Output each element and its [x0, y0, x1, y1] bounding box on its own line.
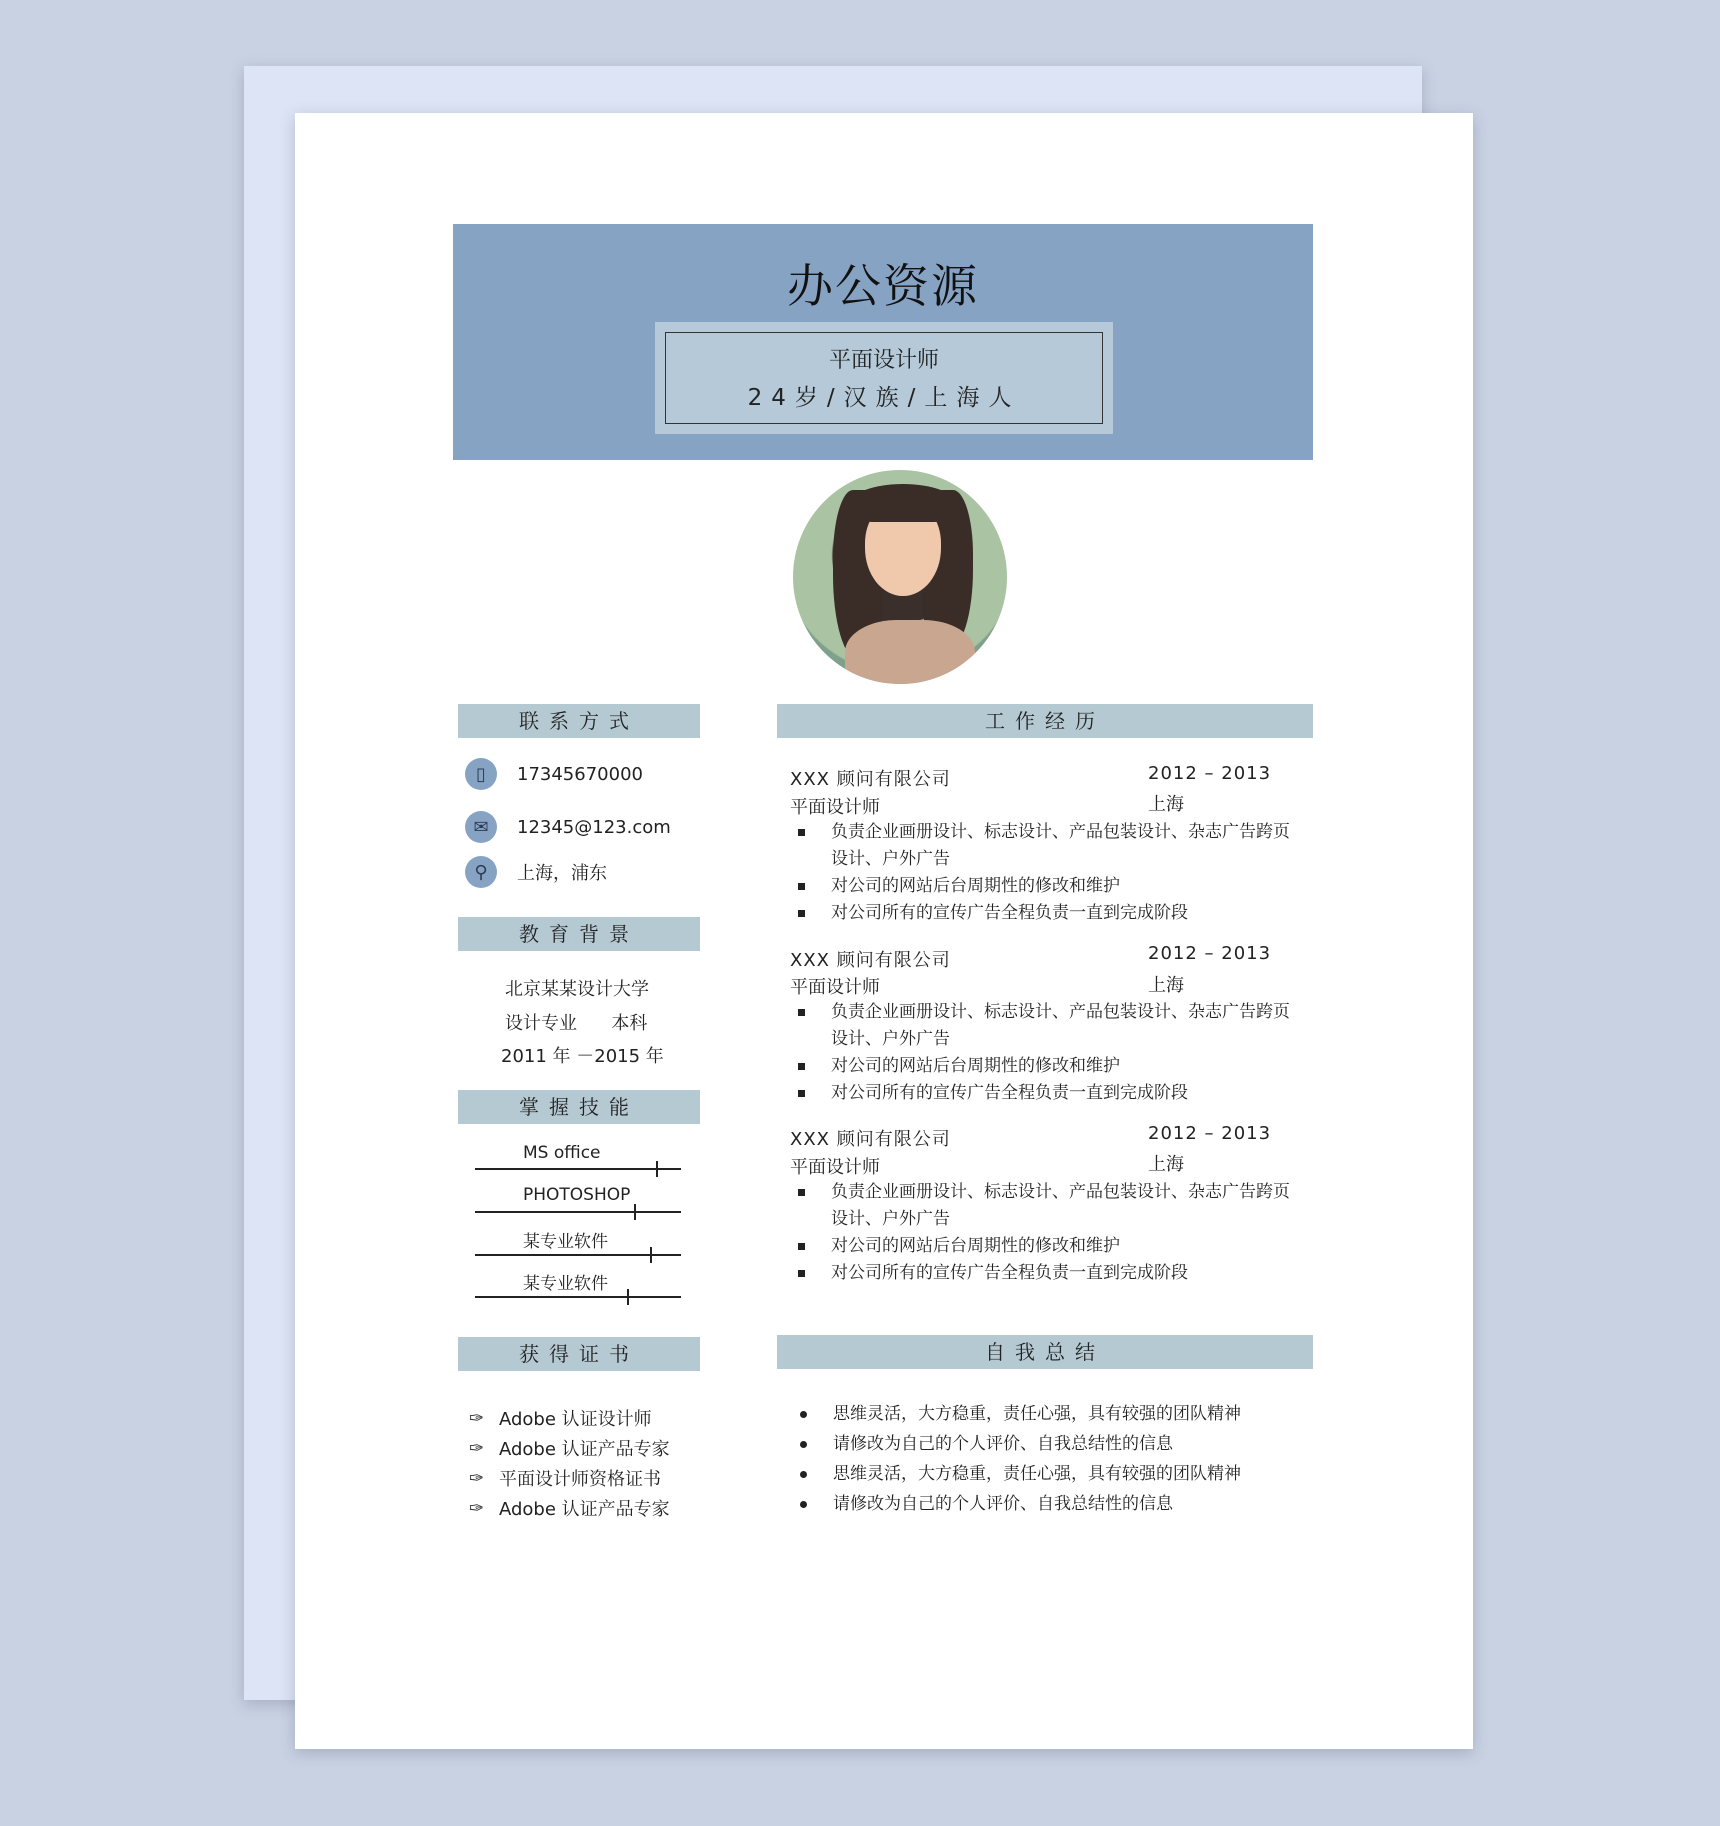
certificate-text: Adobe 认证产品专家	[499, 1499, 670, 1520]
duty-item: 对公司所有的宣传广告全程负责一直到完成阶段	[790, 1080, 1290, 1107]
job-period: 2012 – 2013	[1148, 763, 1272, 784]
summary-item: 思维灵活，大方稳重，责任心强，具有较强的团队精神	[790, 1459, 1310, 1489]
certificate-text: Adobe 认证设计师	[499, 1409, 652, 1430]
certificate-text: 平面设计师资格证书	[499, 1469, 661, 1490]
skill-level-marker	[627, 1289, 629, 1305]
contact-address	[465, 855, 607, 889]
certificate-item	[469, 1405, 652, 1431]
skill-bar	[475, 1296, 681, 1298]
skill-level-marker	[650, 1247, 652, 1263]
mail-icon: ✉	[465, 811, 497, 843]
certificate-text: Adobe 认证产品专家	[499, 1439, 670, 1460]
section-contact: 联系方式	[458, 704, 700, 738]
job-title: 平面设计师	[828, 348, 939, 373]
job-duties	[790, 1179, 1290, 1287]
certificate-item	[469, 1465, 661, 1491]
avatar-shoulders	[845, 620, 975, 684]
job-role: 平面设计师	[790, 1157, 880, 1178]
education-period: 2011 年 －2015 年	[501, 1046, 664, 1067]
pen-icon: ✑	[469, 1407, 485, 1429]
skill-bar	[475, 1211, 681, 1213]
summary-item: 思维灵活，大方稳重，责任心强，具有较强的团队精神	[790, 1399, 1310, 1429]
skill-level-marker	[656, 1161, 658, 1177]
job-city: 上海	[1148, 1154, 1184, 1175]
info-box-border	[665, 332, 1103, 424]
section-skills: 掌握技能	[458, 1090, 700, 1124]
certificate-item	[469, 1495, 670, 1521]
contact-phone	[465, 757, 643, 791]
job-role: 平面设计师	[790, 797, 880, 818]
job-period: 2012 – 2013	[1148, 1123, 1272, 1144]
section-summary: 自我总结	[777, 1335, 1313, 1369]
resume-header	[453, 224, 1313, 460]
education-school: 北京某某设计大学	[505, 979, 649, 1000]
phone-text: 17345670000	[517, 763, 643, 785]
job-role: 平面设计师	[790, 977, 880, 998]
duty-item: 对公司所有的宣传广告全程负责一直到完成阶段	[790, 900, 1290, 927]
skill-bar	[475, 1168, 681, 1170]
job-duties	[790, 999, 1290, 1107]
duty-item: 对公司所有的宣传广告全程负责一直到完成阶段	[790, 1260, 1290, 1287]
resume-name: 办公资源	[787, 259, 979, 313]
pen-icon: ✑	[469, 1497, 485, 1519]
pen-icon: ✑	[469, 1467, 485, 1489]
duty-item: 对公司的网站后台周期性的修改和维护	[790, 1053, 1290, 1080]
job-company: XXX 顾问有限公司	[790, 769, 951, 790]
job-city: 上海	[1148, 975, 1184, 996]
section-certificates: 获得证书	[458, 1337, 700, 1371]
job-company: XXX 顾问有限公司	[790, 950, 951, 971]
education-major: 设计专业 本科	[505, 1013, 648, 1034]
pen-icon: ✑	[469, 1437, 485, 1459]
duty-item: 对公司的网站后台周期性的修改和维护	[790, 1233, 1290, 1260]
skill-label: PHOTOSHOP	[523, 1185, 631, 1205]
summary-list	[790, 1399, 1310, 1519]
skill-label: MS office	[523, 1143, 601, 1163]
avatar	[793, 470, 1007, 684]
skill-bar	[475, 1254, 681, 1256]
summary-item: 请修改为自己的个人评价、自我总结性的信息	[790, 1429, 1310, 1459]
skill-label: 某专业软件	[523, 1232, 608, 1252]
personal-meta: 24岁/汉族/上海人	[747, 385, 1021, 411]
info-box	[655, 322, 1113, 434]
avatar-hair-top	[851, 484, 955, 522]
section-education: 教育背景	[458, 917, 700, 951]
contact-email	[465, 810, 671, 844]
job-period: 2012 – 2013	[1148, 943, 1272, 964]
duty-item: 对公司的网站后台周期性的修改和维护	[790, 873, 1290, 900]
certificate-item	[469, 1435, 670, 1461]
job-duties	[790, 819, 1290, 927]
phone-icon: ▯	[465, 758, 497, 790]
section-work: 工作经历	[777, 704, 1313, 738]
resume-page	[295, 113, 1473, 1749]
email-text: 12345@123.com	[517, 816, 671, 838]
skill-level-marker	[634, 1204, 636, 1220]
summary-item: 请修改为自己的个人评价、自我总结性的信息	[790, 1489, 1310, 1519]
location-pin-icon: ⚲	[465, 856, 497, 888]
job-company: XXX 顾问有限公司	[790, 1129, 951, 1150]
duty-item: 负责企业画册设计、标志设计、产品包装设计、杂志广告跨页设计、户外广告	[790, 999, 1290, 1053]
duty-item: 负责企业画册设计、标志设计、产品包装设计、杂志广告跨页设计、户外广告	[790, 1179, 1290, 1233]
job-city: 上海	[1148, 794, 1184, 815]
skill-label: 某专业软件	[523, 1274, 608, 1294]
duty-item: 负责企业画册设计、标志设计、产品包装设计、杂志广告跨页设计、户外广告	[790, 819, 1290, 873]
address-text: 上海，浦东	[517, 863, 607, 884]
